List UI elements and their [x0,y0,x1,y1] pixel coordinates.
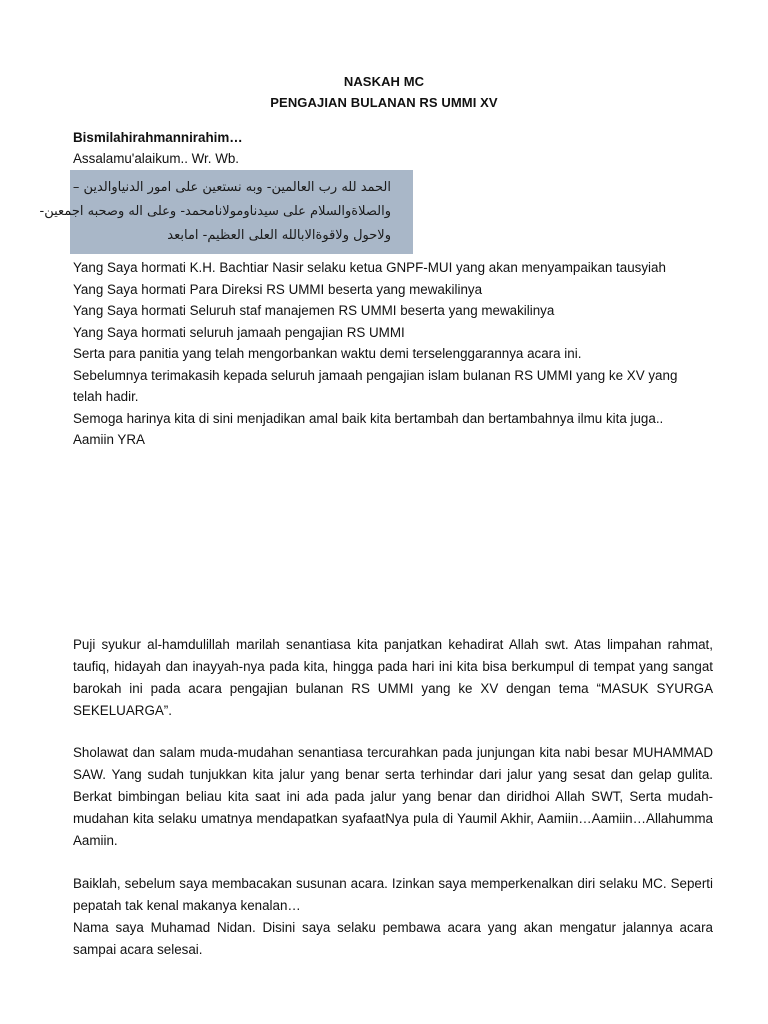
arabic-text-box [39,170,413,254]
paragraph-text: Puji syukur al-hamdulillah marilah senantiasa kita panjatkan kehadirat Allah swt. Atas limpahan rahmat, taufiq, hidayah dan inayyah-nya pada kita, hingga pada hari ini kita bisa berkumpul di tempat yang sangat barokah ini pada acara pengajian bulanan RS UMMI yang ke XV dengan tema “MASUK SYURGA SEKELUARGA”. [73,637,713,718]
arabic-line-1: الحمد لله رب العالمين- وبه نستعين على امور الدنياوالدين – [72,180,391,195]
greeting-line: Semoga harinya kita di sini menjadikan amal baik kita bertambah dan bertambahnya ilmu kita juga.. [73,411,664,426]
greeting-line: Serta para panitia yang telah mengorbankan waktu demi terselenggarannya acara ini. [73,346,582,361]
greeting-line: Sebelumnya terimakasih kepada seluruh jamaah pengajian islam bulanan RS UMMI yang ke XV yang [73,368,678,383]
bismillah-line: Bismilahirahmannirahim… [73,130,243,145]
arabic-line-3: ولاحول ولاقوةالابالله العلى العظيم- امابعد [167,228,391,243]
paragraph-sholawat [73,742,713,852]
greeting-line: Yang Saya hormati Seluruh staf manajemen RS UMMI beserta yang mewakilinya [73,303,555,318]
salam-line: Assalamu'alaikum.. Wr. Wb. [73,151,240,166]
greeting-line: Aamiin YRA [73,432,145,447]
paragraph-text: Nama saya Muhamad Nidan. Disini saya selaku pembawa acara yang akan mengatur jalannya acara sampai acara selesai. [73,920,713,957]
greeting-line: telah hadir. [73,389,139,404]
paragraph-text: Baiklah, sebelum saya membacakan susunan acara. Izinkan saya memperkenalkan diri selaku MC. Seperti pepatah tak kenal makanya kenalan… [73,876,713,913]
greeting-line: Yang Saya hormati K.H. Bachtiar Nasir selaku ketua GNPF-MUI yang akan menyampaikan tausyiah [73,260,666,275]
greeting-line: Yang Saya hormati seluruh jamaah pengajian RS UMMI [73,325,405,340]
arabic-line-2: والصلاةوالسلام على سيدناومولانامحمد- وعلى اله وصحبه اجمعين- [39,204,391,219]
document-title: NASKAH MC [343,74,425,89]
paragraph-text: Sholawat dan salam muda-mudahan senantiasa tercurahkan pada junjungan kita nabi besar MUHAMMAD SAW. Yang sudah tunjukkan kita jalur yang benar serta terhindar dari jalur yang sesat dan gelap gulita. Berkat bimbingan beliau kita saat ini ada pada jalur yang benar dan diridhoi Allah SWT, Serta mudah-mudahan kita selaku umatnya mendapatkan syafaatNya pula di Yaumil Akhir, Aamiin…Aamiin…Allahumma Aamiin. [73,745,713,848]
greeting-line: Yang Saya hormati Para Direksi RS UMMI beserta yang mewakilinya [73,282,483,297]
paragraph-introduction [73,873,713,961]
paragraph-puji-syukur [73,634,713,722]
document-subtitle: PENGAJIAN BULANAN RS UMMI XV [270,95,498,110]
